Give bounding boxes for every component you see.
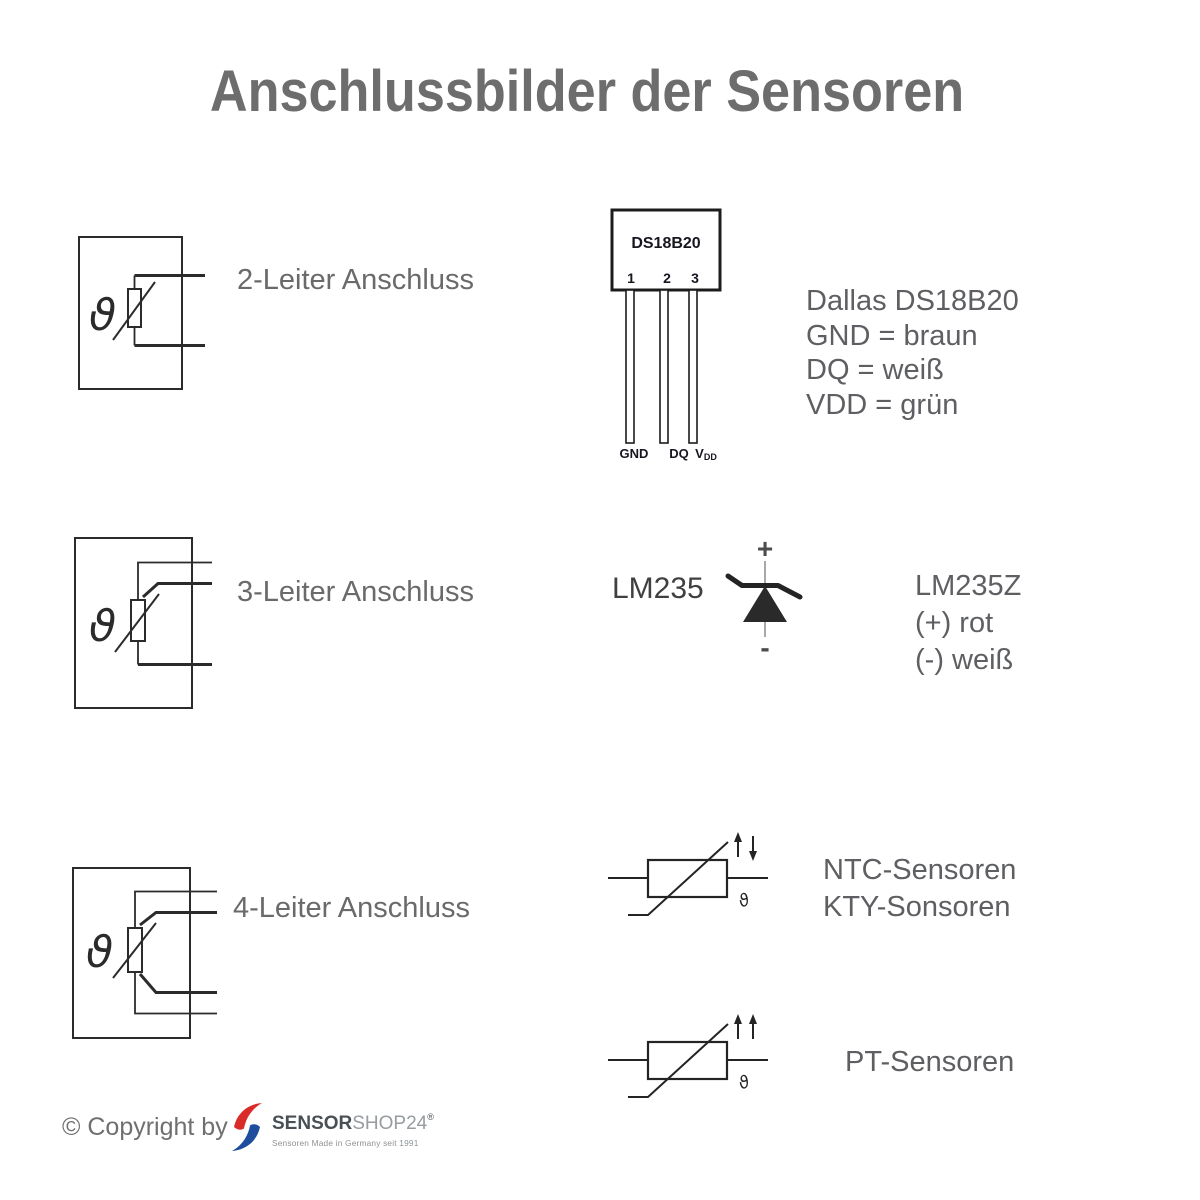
arrow-up-head (734, 1014, 742, 1024)
thermistor-body (128, 289, 141, 327)
pin-label-gnd: GND (619, 446, 649, 461)
pt-info (845, 1044, 1014, 1081)
label-2-wire: 2-Leiter Anschluss (237, 264, 474, 296)
wire-top (138, 563, 212, 601)
lm235-wiring-info (915, 568, 1021, 679)
copyright-text: © Copyright by (62, 1113, 228, 1141)
logo-tagline: Sensoren Made in Germany seit 1991 (272, 1138, 419, 1148)
info-line: NTC-Sensoren (823, 854, 1017, 886)
label-3-wire: 3-Leiter Anschluss (237, 576, 474, 608)
wire-lower-middle (140, 974, 217, 993)
arrow-up-head (749, 1014, 757, 1024)
theta-symbol: ϑ (86, 927, 114, 978)
diagram-2-wire-connection (65, 230, 215, 400)
logo-wordmark: SENSORSHOP24® (272, 1112, 434, 1134)
thermistor-diagonal (113, 923, 156, 978)
pin-number-1: 1 (627, 270, 635, 286)
pin-leg-2 (660, 290, 668, 443)
info-line: VDD = grün (806, 388, 959, 421)
info-line: (+) rot (915, 607, 994, 639)
theta-symbol: ϑ (89, 290, 117, 341)
arrow-up-head (734, 832, 742, 842)
ntc-thermistor-symbol (600, 826, 790, 931)
pin-label-vdd: VDD (695, 446, 717, 462)
wire-top (135, 892, 217, 929)
sensorshop24-logo (228, 1096, 443, 1158)
label-4-wire: 4-Leiter Anschluss (233, 892, 470, 924)
thermistor-diagonal (115, 594, 159, 652)
pin-label-dq: DQ (669, 446, 689, 461)
lm235-zener-symbol (718, 533, 838, 683)
info-line: LM235Z (915, 570, 1022, 602)
package-label: DS18B20 (631, 235, 701, 252)
diode-triangle (743, 586, 787, 622)
info-line: Dallas DS18B20 (806, 285, 1019, 317)
info-line: DQ = weiß (806, 354, 944, 386)
info-line: GND = braun (806, 319, 978, 352)
info-line: KTY-Sonsoren (823, 891, 1011, 923)
arrow-down-head (749, 851, 757, 861)
ntc-info (823, 852, 1016, 926)
pin-number-3: 3 (691, 270, 699, 286)
pin-leg-1 (626, 290, 634, 443)
plus-terminal: + (756, 533, 774, 564)
ds18b20-wiring-info (806, 284, 1019, 422)
minus-terminal: - (760, 632, 770, 663)
page-title: Anschlussbilder der Sensoren (209, 59, 965, 124)
pin-number-2: 2 (663, 270, 671, 286)
wire-upper-middle (140, 913, 217, 926)
diagram-3-wire-connection (65, 530, 225, 720)
info-line: (-) weiß (915, 644, 1014, 676)
theta-symbol: ϑ (735, 1071, 754, 1095)
ds18b20-package-drawing (598, 200, 748, 470)
theta-symbol: ϑ (89, 601, 117, 652)
theta-symbol: ϑ (735, 889, 754, 913)
lm235-symbol-label: LM235 (612, 572, 704, 605)
info-line: PT-Sensoren (845, 1046, 1015, 1078)
wire-middle (143, 584, 212, 598)
pin-leg-3 (689, 290, 697, 443)
pt-thermistor-symbol (600, 1008, 790, 1113)
diagram-4-wire-connection (63, 860, 228, 1055)
